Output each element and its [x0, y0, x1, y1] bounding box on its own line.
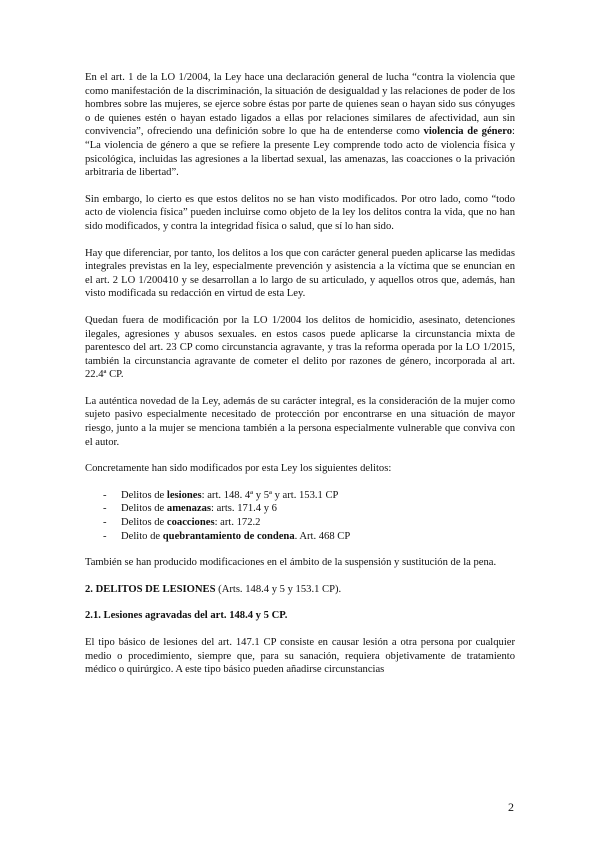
- list-item: - Delitos de lesiones: art. 148. 4ª y 5ª y art. 153.1 CP: [85, 489, 515, 503]
- list-item: - Delito de quebrantamiento de condena. Art. 468 CP: [85, 530, 515, 544]
- paragraph-diferenciar: Hay que diferenciar, por tanto, los delitos a los que con carácter general pueden aplicarse las medidas integrales previstas en la ley, especialmente prevención y asistencia a la víctima que se enuncian en el art. 2 LO 1/200410 y se desarrollan a lo largo de su articulado, y aquellos otros que, además, han visto modificada su redacción en virtud de esta Ley.: [85, 247, 515, 300]
- paragraph-article-1: En el art. 1 de la LO 1/2004, la Ley hace una declaración general de lucha “contra la violencia que como manifestación de la discriminación, la situación de desigualdad y las relaciones de poder de los hombres sobre las mujeres, se ejerce sobre éstas por parte de quienes sean o hayan sido sus cónyuges o de quienes estén o hayan estado ligados a ellas por relaciones similares de afectividad, aun sin convivencia”, ofreciendo una definición sobre lo que ha de entenderse como violencia de género: “La violencia de género a que se refiere la presente Ley comprende todo acto de violencia física y psicológica, incluidas las agresiones a la libertad sexual, las amenazas, las coacciones o la privación arbitraria de libertad”.: [85, 72, 515, 179]
- paragraph-tipo-basico: El tipo básico de lesiones del art. 147.1 CP consiste en causar lesión a otra persona por cualquier medio o procedimiento, siempre que, para su sanación, requiera objetivamente de tratamiento médico o quirúrgico. A este tipo básico pueden añadirse circunstancias: [85, 637, 515, 676]
- list-item: - Delitos de amenazas: arts. 171.4 y 6: [85, 502, 515, 516]
- paragraph-quedan-fuera: Quedan fuera de modificación por la LO 1/2004 los delitos de homicidio, asesinato, detenciones ilegales, agresiones y abusos sexuales. en estos casos puede aplicarse la circunstancia mixta de parentesco del art. 23 CP como circunstancia agravante, y tras la reforma operada por la LO 1/2015, también la circunstancia agravante de cometer el delito por razones de género, incorporada al art. 22.4ª CP.: [85, 314, 515, 381]
- paragraph-novedad: La auténtica novedad de la Ley, además de su carácter integral, es la consideración de la mujer como sujeto pasivo especialmente necesitado de protección por encontrarse en una situación de mayor riesgo, junto a la mujer se menciona también a la persona especialmente vulnerable que conviva con el autor.: [85, 395, 515, 448]
- paragraph-sin-embargo: Sin embargo, lo cierto es que estos delitos no se han visto modificados. Por otro lado, como “todo acto de violencia física” pueden incluirse como objeto de la ley los delitos contra la vida, que no han sido modificados, y contra la integridad física o salud, que sí lo han sido.: [85, 193, 515, 232]
- document-page: [85, 71, 515, 677]
- subsection-heading: 2.1. Lesiones agravadas del art. 148.4 y 5 CP.: [85, 610, 288, 622]
- paragraph-concretamente: Concretamente han sido modificados por esta Ley los siguientes delitos:: [85, 463, 392, 475]
- section-heading: 2. DELITOS DE LESIONES (Arts. 148.4 y 5 y 153.1 CP).: [85, 583, 342, 595]
- list-item: - Delitos de coacciones: art. 172.2: [85, 516, 515, 530]
- paragraph-suspension: También se han producido modificaciones en el ámbito de la suspensión y sustitución de la pena.: [85, 557, 497, 569]
- bold-term: violencia de género: [423, 126, 513, 138]
- modified-crimes-list: [85, 489, 515, 543]
- page-number: 2: [508, 800, 514, 814]
